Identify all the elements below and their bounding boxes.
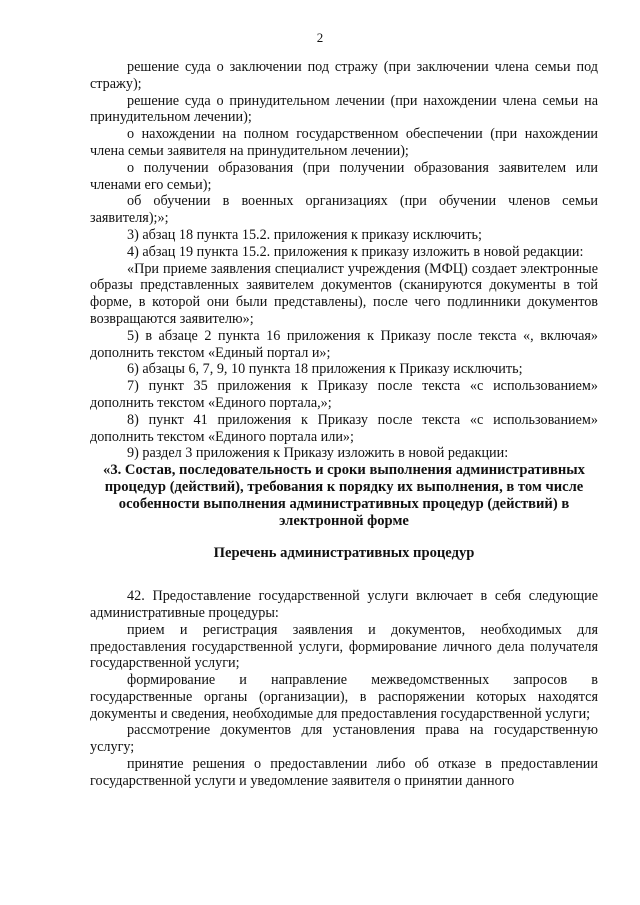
paragraph-42: 42. Предоставление государственной услуги включает в себя следующие административные процедуры: [90, 588, 598, 621]
paragraph-interagency-requests: формирование и направление межведомственных запросов в государственные органы (организации), в распоряжении которых находятся документы и сведения, необходимые для предоставления государственной услуги; [90, 672, 598, 722]
section-heading: «3. Состав, последовательность и сроки выполнения административных процедур (действий), требования к порядку их выполнения, в том числе особенности выполнения административных процедур (действий) в электронной форме [103, 462, 585, 529]
paragraph-reception: прием и регистрация заявления и документов, необходимых для предоставления государственной услуги, формирование личного дела получателя государственной услуги; [90, 621, 598, 672]
paragraph-item-6: 6) абзацы 6, 7, 9, 10 пункта 18 приложения к Приказу исключить; [127, 361, 523, 378]
paragraph-item-3: 3) абзац 18 пункта 15.2. приложения к приказу исключить; [127, 226, 482, 243]
page-number: 2 [316, 30, 324, 45]
paragraph-document-review: рассмотрение документов для установления права на государственную услугу; [90, 722, 598, 756]
paragraph-quote-mfc: «При приеме заявления специалист учреждения (МФЦ) создает электронные образы представленных заявителем документов (сканируются документы в той форме, в которой они были представлены), после чего подлинники документов возвращаются заявителю»; [90, 260, 598, 327]
paragraph-state-support: о нахождении на полном государственном обеспечении (при нахождении члена семьи заявителя на принудительном лечении); [90, 126, 598, 159]
section-subheading: Перечень административных процедур [213, 545, 475, 562]
paragraph-item-8: 8) пункт 41 приложения к Приказу после текста «с использованием» дополнить текстом «Единого портала или»; [90, 411, 598, 445]
paragraph-item-4: 4) абзац 19 пункта 15.2. приложения к приказу изложить в новой редакции: [127, 243, 584, 260]
paragraph-education: о получении образования (при получении образования заявителем или членами его семьи); [90, 159, 598, 193]
paragraph-court-detention: решение суда о заключении под стражу (при заключении члена семьи под стражу); [90, 59, 598, 92]
paragraph-item-7: 7) пункт 35 приложения к Приказу после текста «с использованием» дополнить текстом «Единого портала,»; [90, 378, 598, 411]
paragraph-decision: принятие решения о предоставлении либо об отказе в предоставлении государственной услуги и уведомление заявителя о принятии данного [90, 756, 598, 789]
paragraph-item-9: 9) раздел 3 приложения к Приказу изложить в новой редакции: [127, 445, 509, 462]
document-body [90, 59, 598, 790]
spacer [90, 562, 598, 588]
paragraph-court-treatment: решение суда о принудительном лечении (при нахождении члена семьи на принудительном лечении); [90, 92, 598, 126]
paragraph-item-5: 5) в абзаце 2 пункта 16 приложения к Приказу после текста «, включая» дополнить текстом «Единый портал и»; [90, 327, 598, 361]
paragraph-military-education: об обучении в военных организациях (при обучении членов семьи заявителя);»; [90, 193, 598, 227]
